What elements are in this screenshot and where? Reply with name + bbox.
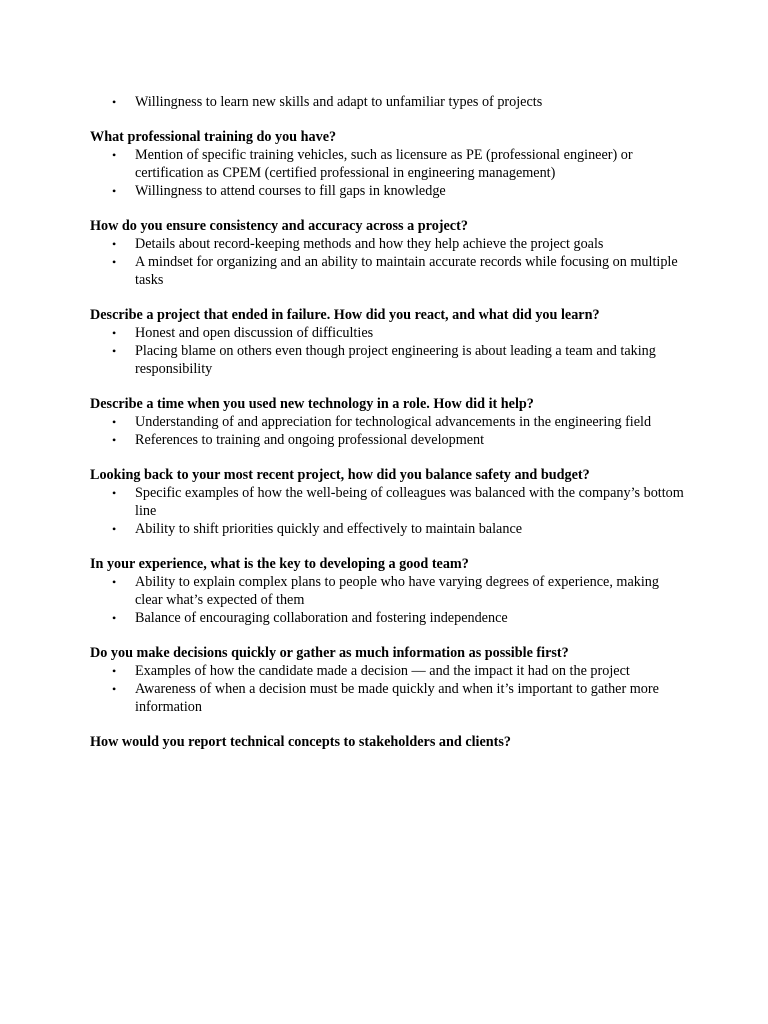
list-item xyxy=(90,680,690,716)
bullet-list xyxy=(90,146,690,200)
list-item xyxy=(90,93,690,111)
bullet-text: Awareness of when a decision must be made quickly and when it’s important to gather more information xyxy=(135,681,659,715)
list-item xyxy=(90,146,690,182)
question-heading: What professional training do you have? xyxy=(90,129,337,145)
bullet-icon: • xyxy=(112,522,117,536)
bullet-icon: • xyxy=(112,486,117,500)
list-item xyxy=(90,431,690,449)
list-item xyxy=(90,484,690,520)
bullet-icon: • xyxy=(112,326,117,340)
question-heading: In your experience, what is the key to developing a good team? xyxy=(90,556,469,572)
bullet-text: Honest and open discussion of difficulties xyxy=(135,325,374,341)
bullet-text: Ability to explain complex plans to people who have varying degrees of experience, making clear what’s expected of them xyxy=(135,574,659,608)
bullet-list xyxy=(90,573,690,627)
bullet-icon: • xyxy=(112,682,117,696)
list-item xyxy=(90,235,690,253)
document-content xyxy=(90,93,690,751)
bullet-text: Placing blame on others even though project engineering is about leading a team and taking responsibility xyxy=(135,343,656,377)
bullet-icon: • xyxy=(112,148,117,162)
bullet-list xyxy=(90,413,690,449)
bullet-icon: • xyxy=(112,344,117,358)
bullet-text: Willingness to learn new skills and adapt to unfamiliar types of projects xyxy=(135,94,543,110)
bullet-list xyxy=(90,235,690,289)
bullet-list xyxy=(90,324,690,378)
list-item xyxy=(90,662,690,680)
bullet-icon: • xyxy=(112,433,117,447)
bullet-text: Balance of encouraging collaboration and fostering independence xyxy=(135,610,508,626)
question-heading: Do you make decisions quickly or gather as much information as possible first? xyxy=(90,645,569,661)
list-item xyxy=(90,573,690,609)
bullet-icon: • xyxy=(112,255,117,269)
bullet-icon: • xyxy=(112,237,117,251)
question-heading: Looking back to your most recent project, how did you balance safety and budget? xyxy=(90,467,590,483)
bullet-text: Ability to shift priorities quickly and effectively to maintain balance xyxy=(135,521,523,537)
list-item xyxy=(90,324,690,342)
bullet-list xyxy=(90,484,690,538)
bullet-text: Specific examples of how the well-being of colleagues was balanced with the company’s bottom line xyxy=(135,485,684,519)
list-item xyxy=(90,253,690,289)
bullet-icon: • xyxy=(112,415,117,429)
bullet-text: A mindset for organizing and an ability to maintain accurate records while focusing on multiple tasks xyxy=(135,254,678,288)
bullet-text: Willingness to attend courses to fill gaps in knowledge xyxy=(135,183,446,199)
list-item xyxy=(90,520,690,538)
bullet-list xyxy=(90,662,690,716)
list-item xyxy=(90,182,690,200)
bullet-text: Understanding of and appreciation for technological advancements in the engineering field xyxy=(135,414,652,430)
question-heading: How would you report technical concepts to stakeholders and clients? xyxy=(90,734,512,750)
bullet-icon: • xyxy=(112,611,117,625)
bullet-icon: • xyxy=(112,184,117,198)
bullet-text: Details about record-keeping methods and how they help achieve the project goals xyxy=(135,236,604,252)
question-heading: Describe a time when you used new technology in a role. How did it help? xyxy=(90,396,534,412)
list-item xyxy=(90,413,690,431)
bullet-text: Examples of how the candidate made a decision — and the impact it had on the project xyxy=(135,663,630,679)
bullet-text: References to training and ongoing professional development xyxy=(135,432,485,448)
list-item xyxy=(90,609,690,627)
question-heading: How do you ensure consistency and accuracy across a project? xyxy=(90,218,468,234)
question-heading: Describe a project that ended in failure. How did you react, and what did you learn? xyxy=(90,307,600,323)
bullet-icon: • xyxy=(112,95,117,109)
list-item xyxy=(90,342,690,378)
bullet-text: Mention of specific training vehicles, such as licensure as PE (professional engineer) or certification as CPEM (certified professional in engineering management) xyxy=(135,147,633,181)
bullet-icon: • xyxy=(112,575,117,589)
bullet-list xyxy=(90,93,690,111)
bullet-icon: • xyxy=(112,664,117,678)
